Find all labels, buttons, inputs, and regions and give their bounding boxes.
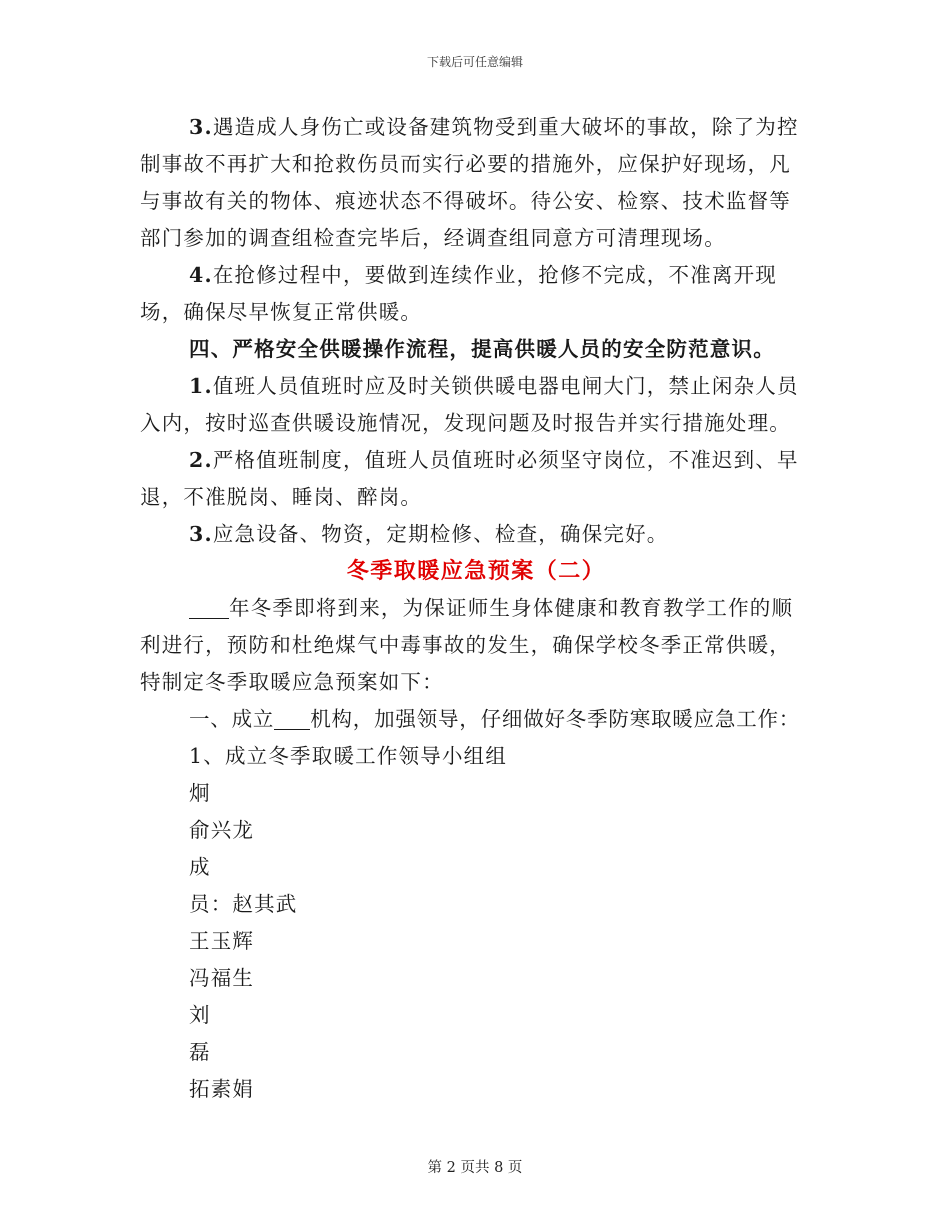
intro-paragraph — [140, 590, 812, 701]
list-item: 磊 — [189, 1040, 211, 1064]
item-text: 在抢修过程中，要做到连续作业，抢修不完成，不准离开现场，确保尽早恢复正常供暖。 — [140, 263, 778, 324]
list-item: 成 — [189, 855, 211, 879]
section-one-suffix: 机构，加强领导，仔细做好冬季防寒取暖应急工作： — [310, 707, 801, 731]
list-item: 王玉辉 — [189, 929, 255, 953]
item-number: 2. — [189, 448, 213, 472]
list-item: 俞兴龙 — [189, 818, 255, 842]
item-number: 3. — [189, 522, 213, 546]
list-item: 炯 — [189, 781, 211, 805]
item-text: 应急设备、物资，定期检修、检查，确保完好。 — [212, 522, 669, 546]
item-text: 值班人员值班时应及时关锁供暖电器电闸大门，禁止闲杂人员入内，按时巡查供暖设施情况，发现问题及时报告并实行措施处理。 — [140, 374, 799, 435]
paragraph-s4-item-3 — [140, 516, 812, 553]
item-number: 4. — [189, 263, 213, 287]
item-number: 1. — [189, 374, 213, 398]
org-blank — [274, 709, 310, 730]
paragraph-item-4 — [140, 257, 812, 331]
page-header: 下载后可任意编辑 — [426, 55, 523, 69]
section-one-prefix: 一、成立 — [189, 707, 275, 731]
section-heading-4: 四、严格安全供暖操作流程，提高供暖人员的安全防范意识。 — [189, 337, 775, 361]
item-text: 遇造成人身伤亡或设备建筑物受到重大破坏的事故，除了为控制事故不再扩大和抢救伤员而实行必要的措施外，应保护好现场，凡与事故有关的物体、痕迹状态不得破坏。待公安、检察、技术监督等部门参加的调查组检查完毕后，经调查组同意方可清理现场。 — [140, 115, 799, 250]
page-footer: 第 2 页共 8 页 — [427, 1160, 523, 1176]
intro-text: 年冬季即将到来，为保证师生身体健康和教育教学工作的顺利进行，预防和杜绝煤气中毒事故的发生，确保学校冬季正常供暖，特制定冬季取暖应急预案如下： — [140, 596, 794, 694]
section-one-paragraph — [140, 701, 812, 738]
list-item: 刘 — [189, 1003, 211, 1027]
list-item: 拓素娟 — [189, 1077, 255, 1101]
group-heading: 1、成立冬季取暖工作领导小组组 — [189, 744, 508, 768]
item-number: 3. — [189, 115, 213, 139]
list-item: 员：赵其武 — [189, 892, 298, 916]
item-text: 严格值班制度，值班人员值班时必须坚守岗位，不准迟到、早退，不准脱岗、睡岗、醉岗。 — [140, 448, 799, 509]
paragraph-s4-item-2 — [140, 442, 812, 516]
document-title: 冬季取暖应急预案（二） — [346, 558, 606, 584]
paragraph-item-3 — [140, 109, 812, 257]
list-item: 冯福生 — [189, 966, 255, 990]
paragraph-s4-item-1 — [140, 368, 812, 442]
year-blank — [189, 598, 229, 619]
document-body — [140, 109, 812, 1108]
